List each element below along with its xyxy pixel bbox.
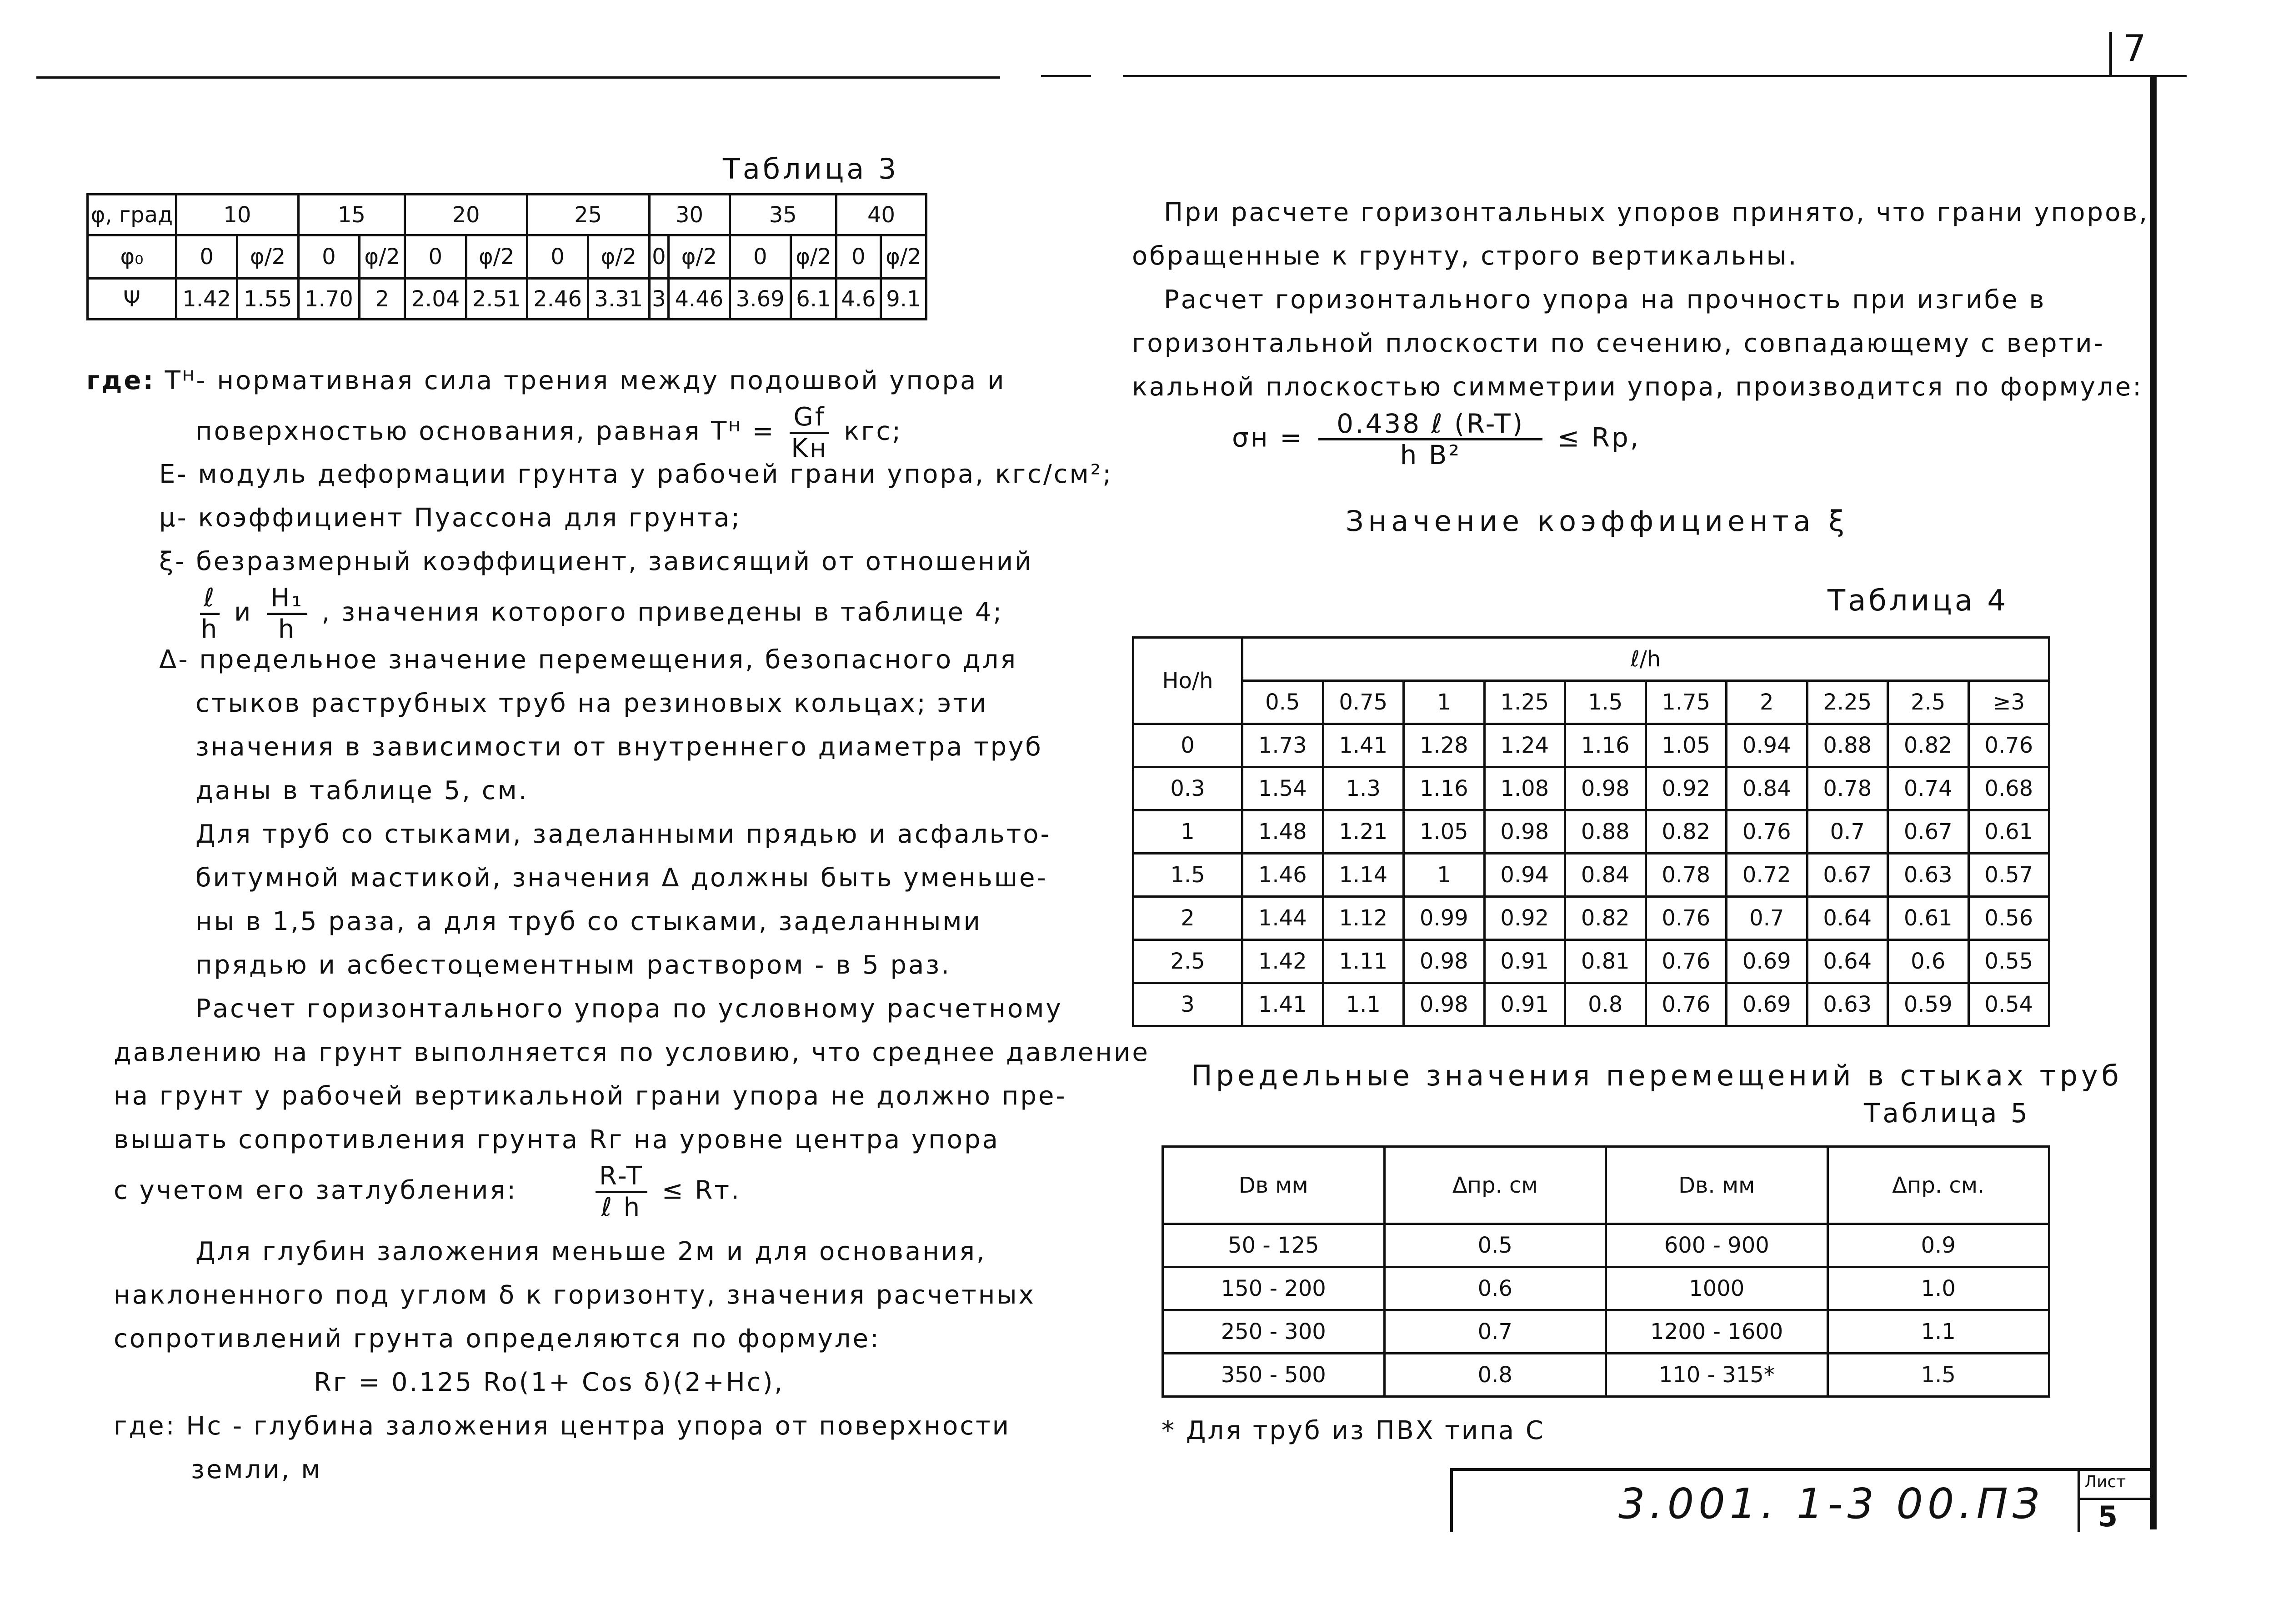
table3-cell: 3.69 [730, 279, 791, 320]
table4-cell: 0.78 [1646, 854, 1727, 897]
where-prefix: где: [86, 366, 155, 395]
fraction-numerator: 0.438 ℓ (R-T) [1318, 409, 1542, 440]
table5-cell: 0.6 [1384, 1267, 1606, 1310]
table5-header: Dв мм [1163, 1147, 1385, 1224]
formula-lhs: σн = [1232, 422, 1304, 453]
table4-cell: 0.72 [1727, 854, 1807, 897]
table3-cell: 0 [176, 235, 237, 279]
table4-cell: 0.7 [1727, 897, 1807, 940]
table4-cell: 0.57 [1968, 854, 2049, 897]
text-line-content: Tᴴ- нормативная сила трения между подошвой упора и [165, 366, 1006, 395]
table3-cell: 9.1 [881, 279, 926, 320]
text-line: вышать сопротивления грунта Rг на уровне центра упора [114, 1125, 1000, 1154]
table3-angle: 30 [649, 195, 730, 235]
table3-cell: 2.46 [527, 279, 588, 320]
fraction-denominator: ℓ h [601, 1193, 642, 1222]
table3-cell: φ/2 [791, 235, 836, 279]
text-line: значения в зависимости от внутреннего диаметра труб [195, 732, 1043, 762]
table5-cell: 0.7 [1384, 1310, 1606, 1354]
table4-cell: 0.6 [1888, 940, 1969, 983]
h1-over-h-fraction [267, 584, 307, 644]
table4-row-header: 2.5 [1133, 940, 1242, 983]
text-line [86, 402, 1150, 463]
table4-cell: 0.67 [1807, 854, 1888, 897]
table4-col-header: 1.75 [1646, 681, 1727, 724]
table3-cell: 4.6 [836, 279, 881, 320]
table5-header: Δпр. см. [1827, 1147, 2049, 1224]
table3-cell: 3.31 [588, 279, 649, 320]
page-number-divider [2109, 32, 2112, 77]
table3-cell: 2.04 [405, 279, 466, 320]
table4-cell: 0.92 [1646, 767, 1727, 810]
table4-col-header: 0.75 [1323, 681, 1404, 724]
table4-cell: 0.98 [1484, 810, 1565, 854]
table4-title: Таблица 4 [1827, 584, 2009, 618]
stress-formula [1132, 409, 2149, 473]
table3-cell: 4.46 [669, 279, 730, 320]
table4-cell: 1.1 [1323, 983, 1404, 1026]
text-line: Для глубин заложения меньше 2м и для основания, [195, 1237, 986, 1266]
table4-cell: 0.63 [1888, 854, 1969, 897]
l-over-h-fraction [200, 584, 220, 644]
pressure-fraction [596, 1162, 647, 1222]
table3-cell: 3 [649, 279, 669, 320]
fraction-denominator: h [278, 615, 296, 644]
table4-cell: 1.11 [1323, 940, 1404, 983]
formula-rhs: ≤ Rт. [661, 1175, 741, 1205]
left-text [86, 359, 1150, 1492]
stamp-sheet-divider [2078, 1468, 2080, 1532]
table4-cell: 0.55 [1968, 940, 2049, 983]
table3-cell: 0 [527, 235, 588, 279]
table3-head-label: φ, град [88, 195, 176, 235]
table4-cell: 1.73 [1242, 724, 1323, 767]
table4-row-header: 1 [1133, 810, 1242, 854]
table3 [86, 193, 927, 320]
table4-cell: 0.74 [1888, 767, 1969, 810]
table4-cell: 0.91 [1484, 983, 1565, 1026]
table4-cell: 1.48 [1242, 810, 1323, 854]
table3-angle: 25 [527, 195, 649, 235]
table4-cell: 0.69 [1727, 983, 1807, 1026]
fraction-denominator: Kн [791, 434, 828, 463]
table4-cell: 0.63 [1807, 983, 1888, 1026]
text-line [86, 359, 1150, 403]
table5-cell: 250 - 300 [1163, 1310, 1385, 1354]
table3-angle: 15 [298, 195, 405, 235]
table3-cell: 6.1 [791, 279, 836, 320]
document-code: 3.001. 1-3 00.ПЗ [1618, 1479, 2044, 1528]
table3-cell: φ/2 [669, 235, 730, 279]
table4-cell: 1.16 [1404, 767, 1485, 810]
table4-cell: 1.24 [1484, 724, 1565, 767]
table4-cell: 0.7 [1807, 810, 1888, 854]
table3-angle: 40 [836, 195, 926, 235]
table5-cell: 1000 [1606, 1267, 1828, 1310]
table4-cell: 0.82 [1646, 810, 1727, 854]
table4-cell: 0.92 [1484, 897, 1565, 940]
table3-cell: φ/2 [881, 235, 926, 279]
table4-cell: 0.98 [1404, 940, 1485, 983]
table3-phi0-label: φ₀ [88, 235, 176, 279]
table3-title: Таблица 3 [723, 152, 899, 185]
text-line-content: , значения которого приведены в таблице 4; [321, 597, 1004, 627]
table4-cell: 0.8 [1565, 983, 1646, 1026]
table4-row-header: 1.5 [1133, 854, 1242, 897]
table5-cell: 0.9 [1827, 1224, 2049, 1267]
table3-cell: φ/2 [360, 235, 405, 279]
text-line-content: с учетом его затлубления: [114, 1175, 518, 1205]
text-line: сопротивлений грунта определяются по формуле: [114, 1324, 881, 1354]
xi-heading: Значение коэффициента ξ [1346, 505, 1849, 538]
table4-cell: 0.61 [1888, 897, 1969, 940]
table5-cell: 150 - 200 [1163, 1267, 1385, 1310]
table5-cell: 1.1 [1827, 1310, 2049, 1354]
table4-col-header: 2 [1727, 681, 1807, 724]
table5-cell: 1.5 [1827, 1354, 2049, 1397]
page-number: 7 [2123, 27, 2146, 70]
text-line: μ- коэффициент Пуассона для грунта; [159, 503, 742, 533]
text-line: наклоненного под углом δ к горизонту, значения расчетных [114, 1280, 1036, 1310]
table5-cell: 1.0 [1827, 1267, 2049, 1310]
table4-cell: 0.94 [1484, 854, 1565, 897]
table4-cell: 0.76 [1646, 897, 1727, 940]
table4-col-header: 1.25 [1484, 681, 1565, 724]
text-line-content: поверхностью основания, равная Tᴴ = [195, 416, 776, 446]
text-line [86, 1162, 1150, 1230]
table4-cell: 0.84 [1727, 767, 1807, 810]
table4-cell: 0.88 [1807, 724, 1888, 767]
table4-cell: 1.3 [1323, 767, 1404, 810]
table4 [1132, 636, 2050, 1027]
table4-cell: 1.12 [1323, 897, 1404, 940]
text-line: земли, м [191, 1455, 322, 1484]
text-line: ны в 1,5 раза, а для труб со стыками, заделанными [195, 907, 982, 936]
table3-cell: 0 [405, 235, 466, 279]
formula-rg: Rг = 0.125 Ro(1+ Cos δ)(2+Hc), [314, 1368, 785, 1397]
table4-cell: 0.64 [1807, 897, 1888, 940]
table5-footnote: * Для труб из ПВХ типа С [1162, 1416, 1545, 1445]
text-line [86, 583, 1150, 644]
table4-cell: 0.76 [1968, 724, 2049, 767]
table3-cell: 1.42 [176, 279, 237, 320]
text-line: кальной плоскостью симметрии упора, производится по формуле: [1132, 372, 2143, 402]
table3-cell: 2 [360, 279, 405, 320]
text-line: Для труб со стыками, заделанными прядью и асфальто- [195, 819, 1051, 849]
table5-heading: Предельные значения перемещений в стыках труб [1191, 1059, 2123, 1092]
table5-cell: 0.5 [1384, 1224, 1606, 1267]
table5-header: Dв. мм [1606, 1147, 1828, 1224]
table5-cell: 350 - 500 [1163, 1354, 1385, 1397]
table4-cell: 1.28 [1404, 724, 1485, 767]
table4-cell: 1.14 [1323, 854, 1404, 897]
table4-cell: 0.99 [1404, 897, 1485, 940]
table4-row-header: 0 [1133, 724, 1242, 767]
text-line: При расчете горизонтальных упоров принято, что грани упоров, [1164, 198, 2149, 227]
fraction-denominator: h [200, 615, 219, 644]
table4-col-group: ℓ/h [1242, 638, 2049, 681]
top-rule-left [36, 76, 1000, 79]
table4-cell: 1.05 [1404, 810, 1485, 854]
right-text [1132, 191, 2149, 473]
table4-cell: 1.54 [1242, 767, 1323, 810]
text-line-content: кгс; [844, 416, 903, 446]
table3-cell: 1.55 [237, 279, 298, 320]
table4-cell: 0.94 [1727, 724, 1807, 767]
table4-row-header: 0.3 [1133, 767, 1242, 810]
text-line-content: и [234, 597, 253, 627]
table3-angle: 10 [176, 195, 299, 235]
text-line: прядью и асбестоцементным раствором - в 5 раз. [195, 950, 951, 980]
stress-fraction [1318, 409, 1542, 470]
table4-cell: 0.76 [1646, 940, 1727, 983]
table4-cell: 0.81 [1565, 940, 1646, 983]
text-line: где: Hc - глубина заложения центра упора от поверхности [114, 1411, 1011, 1441]
table4-cell: 0.82 [1565, 897, 1646, 940]
right-frame-line [2150, 75, 2157, 1529]
table5-cell: 110 - 315* [1606, 1354, 1828, 1397]
table5-cell: 50 - 125 [1163, 1224, 1385, 1267]
top-rule-right [1123, 75, 2187, 77]
table3-psi-label: Ψ [88, 279, 176, 320]
table3-cell: 0 [730, 235, 791, 279]
text-line: Расчет горизонтального упора на прочность при изгибе в [1164, 285, 2046, 315]
text-line: обращенные к грунту, строго вертикальны. [1132, 241, 1798, 271]
table4-cell: 1.44 [1242, 897, 1323, 940]
table4-col-header: 0.5 [1242, 681, 1323, 724]
table4-col-header: 1.5 [1565, 681, 1646, 724]
fraction-numerator: Gf [790, 403, 829, 434]
table4-cell: 0.68 [1968, 767, 2049, 810]
fraction-denominator: h B² [1400, 440, 1461, 470]
table5 [1162, 1145, 2050, 1398]
text-line: давлению на грунт выполняется по условию, что среднее давление [114, 1038, 1150, 1067]
fraction-numerator: ℓ [200, 584, 220, 615]
table4-cell: 1.42 [1242, 940, 1323, 983]
stamp-left-line [1450, 1468, 1453, 1532]
text-line: битумной мастикой, значения Δ должны быть уменьше- [195, 863, 1048, 893]
top-rule-middle [1041, 75, 1091, 77]
fraction-numerator: R-T [596, 1162, 647, 1193]
table4-cell: 0.82 [1888, 724, 1969, 767]
table3-angle: 20 [405, 195, 527, 235]
table3-angle: 35 [730, 195, 836, 235]
table3-cell: φ/2 [237, 235, 298, 279]
table4-row-header: 2 [1133, 897, 1242, 940]
table4-col-header: 1 [1404, 681, 1485, 724]
table5-cell: 0.8 [1384, 1354, 1606, 1397]
table3-cell: 0 [836, 235, 881, 279]
table3-cell: φ/2 [588, 235, 649, 279]
table4-cell: 1.16 [1565, 724, 1646, 767]
table4-cell: 1.46 [1242, 854, 1323, 897]
table4-col-header: ≥3 [1968, 681, 2049, 724]
sheet-number: 5 [2098, 1500, 2118, 1533]
table5-header: Δпр. см [1384, 1147, 1606, 1224]
table4-corner: Ho/h [1133, 638, 1242, 724]
table4-cell: 0.54 [1968, 983, 2049, 1026]
text-line: горизонтальной плоскости по сечению, совпадающему с верти- [1132, 329, 2105, 358]
table3-cell: 0 [649, 235, 669, 279]
table3-cell: 1.70 [298, 279, 359, 320]
table3-cell: φ/2 [466, 235, 527, 279]
table4-cell: 0.67 [1888, 810, 1969, 854]
table4-cell: 0.76 [1646, 983, 1727, 1026]
table4-cell: 0.98 [1565, 767, 1646, 810]
text-line: ξ- безразмерный коэффициент, зависящий от отношений [159, 547, 1033, 576]
table4-col-header: 2.25 [1807, 681, 1888, 724]
table4-cell: 1.08 [1484, 767, 1565, 810]
text-line: на грунт у рабочей вертикальной грани упора не должно пре- [114, 1081, 1067, 1111]
table4-cell: 1.05 [1646, 724, 1727, 767]
table5-cell: 1200 - 1600 [1606, 1310, 1828, 1354]
table5-title: Таблица 5 [1864, 1098, 2030, 1129]
table3-cell: 2.51 [466, 279, 527, 320]
table4-cell: 0.59 [1888, 983, 1969, 1026]
text-line: даны в таблице 5, см. [195, 776, 529, 805]
fraction-numerator: H₁ [267, 584, 307, 615]
table4-row-header: 3 [1133, 983, 1242, 1026]
table4-cell: 0.91 [1484, 940, 1565, 983]
stamp-top-line [1450, 1468, 2153, 1471]
table5-cell: 600 - 900 [1606, 1224, 1828, 1267]
formula-rhs: ≤ Rp, [1557, 422, 1641, 453]
table3-cell: 0 [298, 235, 359, 279]
table4-cell: 0.64 [1807, 940, 1888, 983]
sheet-label: Лист [2084, 1473, 2126, 1491]
table4-cell: 0.76 [1727, 810, 1807, 854]
text-line: стыков раструбных труб на резиновых кольцах; эти [195, 689, 988, 718]
table4-cell: 0.78 [1807, 767, 1888, 810]
table4-cell: 1.41 [1323, 724, 1404, 767]
table4-cell: 0.88 [1565, 810, 1646, 854]
table4-cell: 0.98 [1404, 983, 1485, 1026]
text-line: Расчет горизонтального упора по условному расчетному [195, 994, 1063, 1024]
text-line: Δ- предельное значение перемещения, безопасного для [159, 645, 1018, 675]
table4-cell: 0.61 [1968, 810, 2049, 854]
table4-cell: 0.84 [1565, 854, 1646, 897]
table4-cell: 1 [1404, 854, 1485, 897]
table4-col-header: 2.5 [1888, 681, 1969, 724]
table4-cell: 0.56 [1968, 897, 2049, 940]
table4-cell: 1.41 [1242, 983, 1323, 1026]
table4-cell: 1.21 [1323, 810, 1404, 854]
table4-cell: 0.69 [1727, 940, 1807, 983]
text-line: Е- модуль деформации грунта у рабочей грани упора, кгс/см²; [159, 460, 1113, 489]
